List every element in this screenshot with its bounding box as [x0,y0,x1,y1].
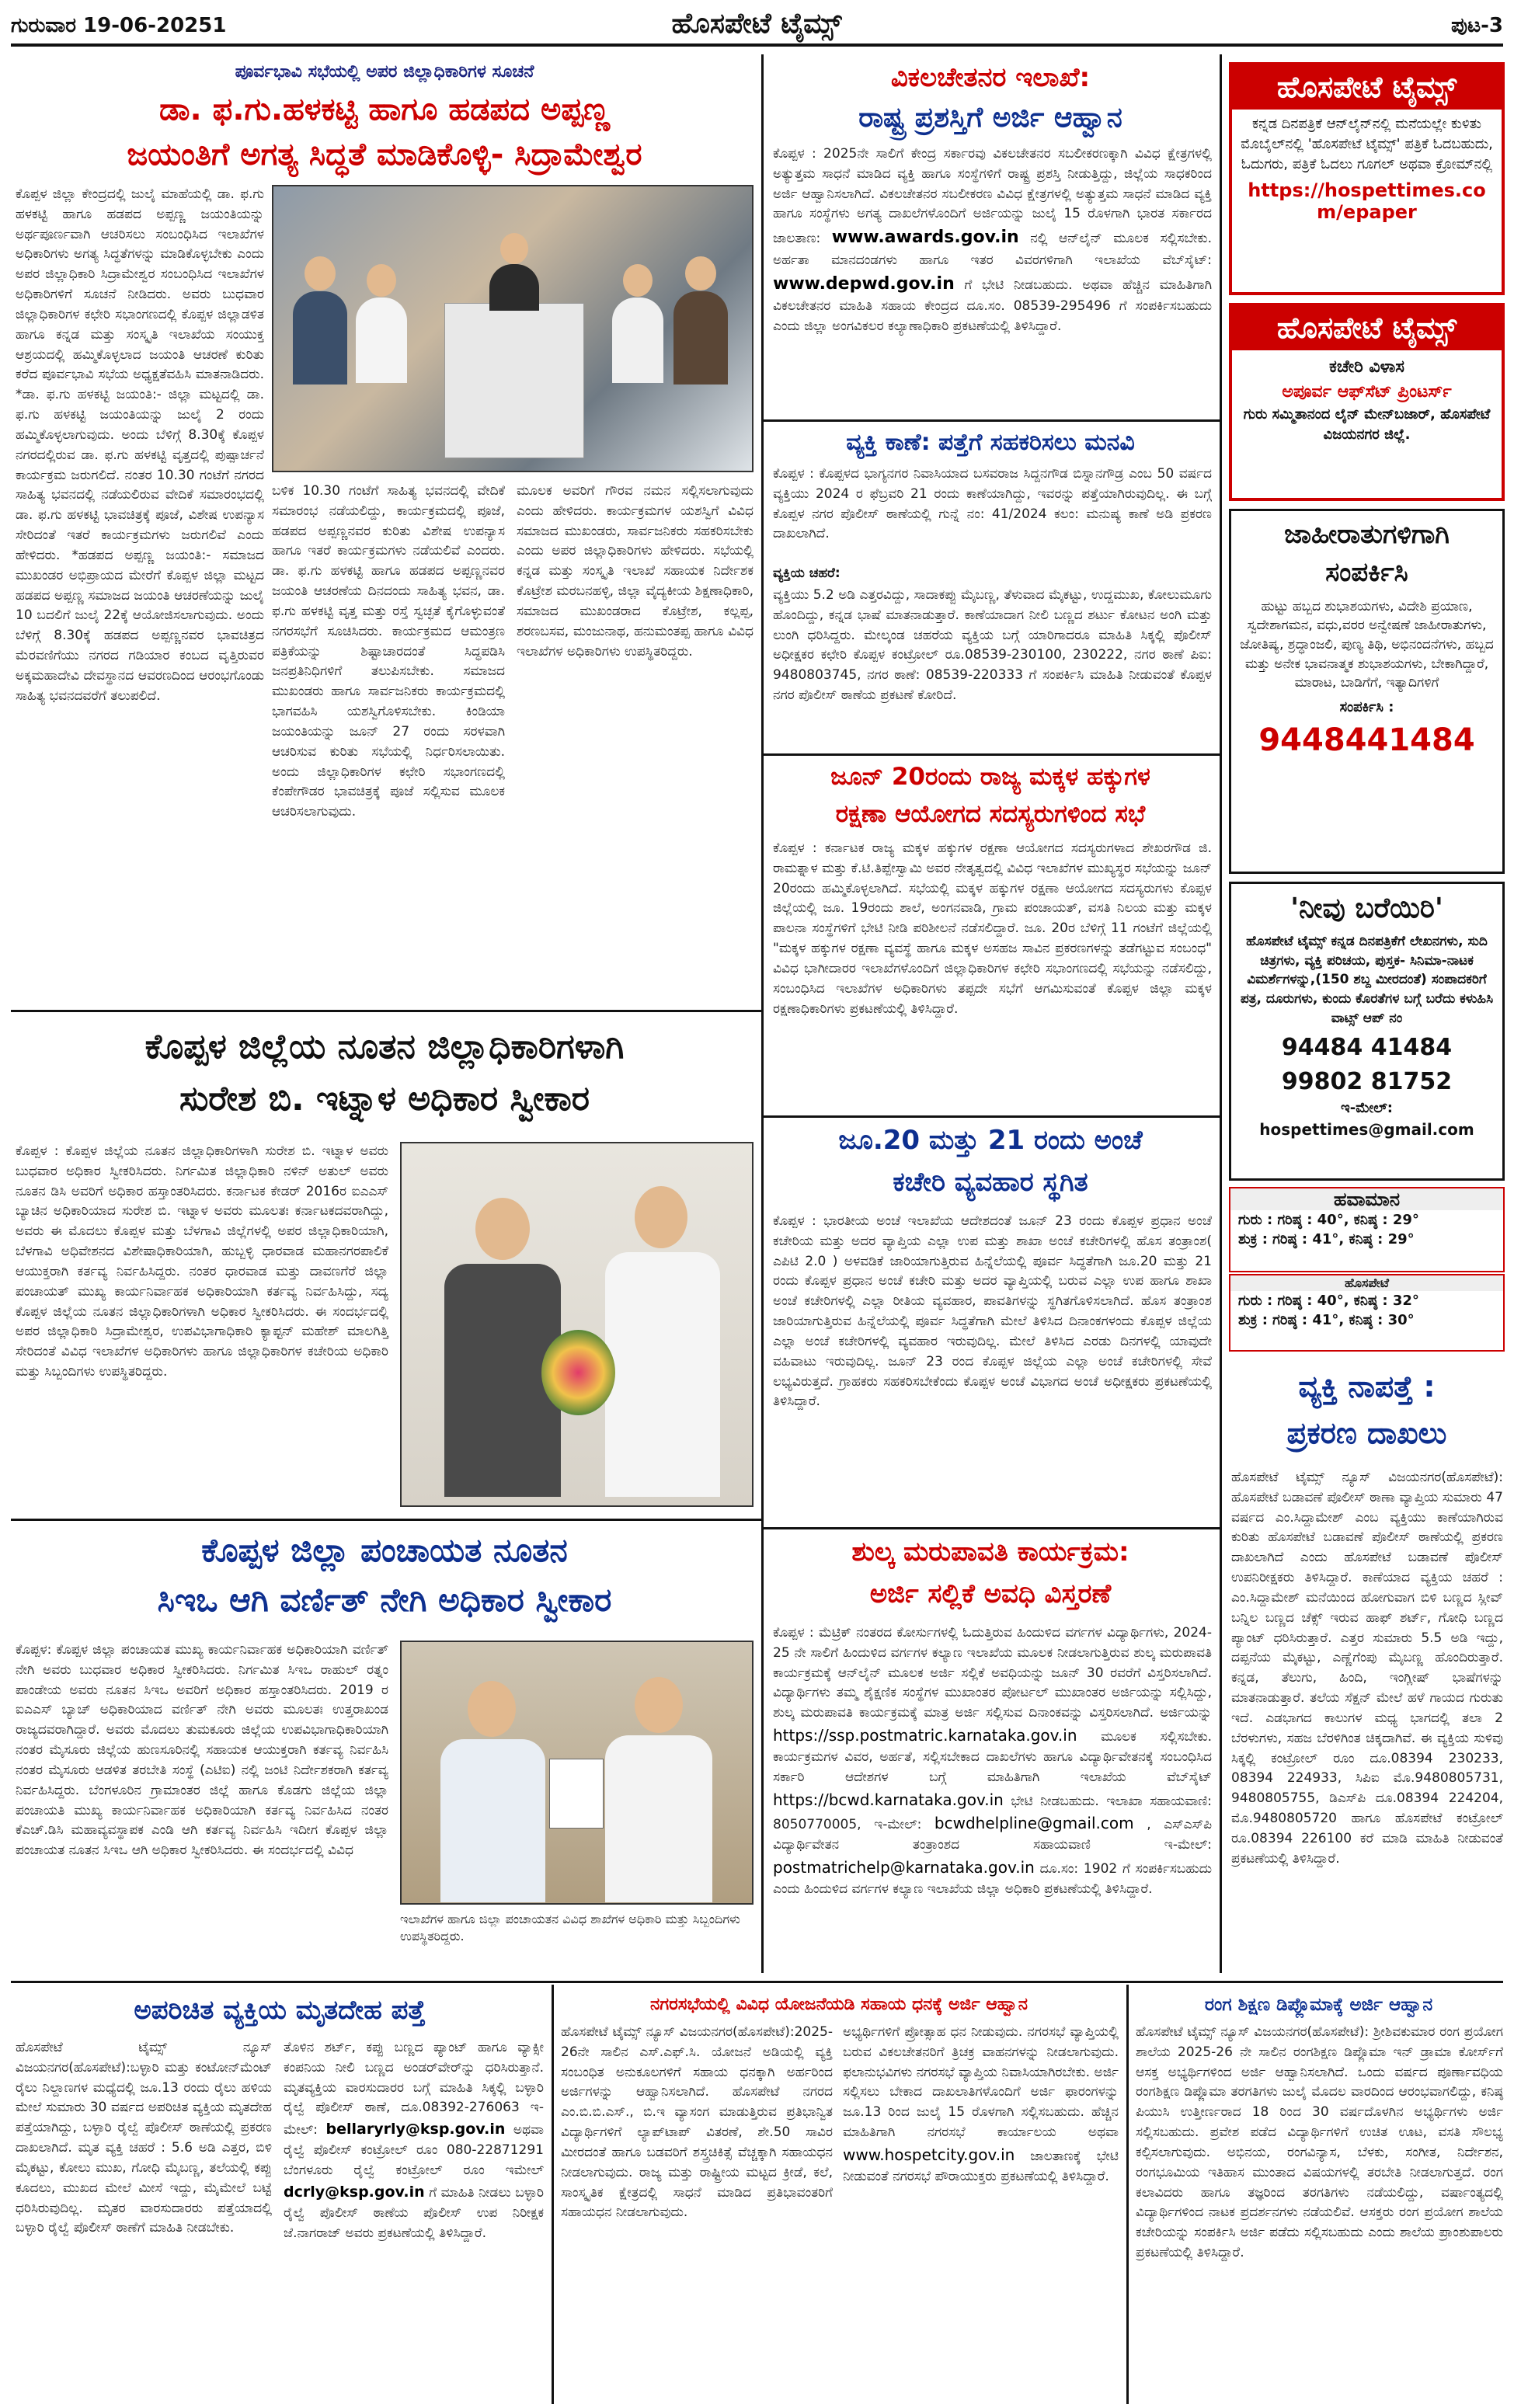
story6-headline-2: ರಕ್ಷಣಾ ಆಯೋಗದ ಸದಸ್ಯರುಗಳಿಂದ ಸಭೆ [835,800,1146,828]
story8-mid3: , ಎಸ್‌ಎಸ್‌ಪಿ ವಿದ್ಯಾರ್ಥಿವೇತನ ತಂತ್ರಾಂಶದ ಸಹಾಯವಾಣಿ ಇ-ಮೇಲ್: [773,1817,1213,1853]
weather-row: ಶುಕ್ರ : ಗರಿಷ್ಠ : 41°, ಕನಿಷ್ಠ : 30° [1238,1312,1415,1328]
section-rule [764,1115,1220,1118]
bottom2-end: ಜಾಲತಾಣಕ್ಕೆ ಭೇಟಿ ನೀಡುವಂತೆ ನಗರಸಭೆ ಪೌರಾಯುಕ್ತರು ಪ್ರಕಟಣೆಯಲ್ಲಿ ತಿಳಿಸಿದ್ದಾರೆ. [843,2148,1119,2184]
story5-headline: ವ್ಯಕ್ತಿ ಕಾಣೆ: ಪತ್ತೆಗೆ ಸಹಕರಿಸಲು ಮನವಿ [846,429,1135,456]
bottom1-col1: ಹೊಸಪೇಟೆ ಟೈಮ್ಸ್ ನ್ಯೂಸ್ ವಿಜಯನಗರ(ಹೊಸಪೇಟೆ):ಬಳ್ಳಾರಿ ಮತ್ತು ಕಂಟೋನ್‌ಮೆಂಟ್ ರೈಲು ನಿಲ್ದಾಣಗಳ ಮಧ್ಯೆದಲ್ಲಿ ಜೂ.13 ರಂದು ರೈಲು ಹಳಿಯ ಮೇಲೆ ಸುಮಾರು 30 ವರ್ಷದ ಅಪರಿಚಿತ ವ್ಯಕ್ತಿಯ ಮೃತದೇಹ ಪತ್ತೆಯಾಗಿದ್ದು, ಬಳ್ಳಾರಿ ರೈಲ್ವೆ ಪೊಲೀಸ್ ಠಾಣೆಯಲ್ಲಿ ಪ್ರಕರಣ ದಾಖಲಾಗಿದೆ. ಮೃತ ವ್ಯಕ್ತಿ ಚಹರೆ : 5.6 ಅಡಿ ಎತ್ತರ, ಬಿಳಿ ಮೈಕಟ್ಟು, ಕೋಲು ಮುಖ, ಗೋಧಿ ಮೈಬಣ್ಣ, ತಲೆಯಲ್ಲಿ ಕಪ್ಪು ಕೂದಲು, ಮುಖದ ಮೇಲೆ ಮೀಸೆ ಇದ್ದು, ಮೈಮೇಲೆ ಬಟ್ಟೆ ಧರಿಸಿರುವುದಿಲ್ಲ. ಮೃತರ ವಾರಸುದಾರರು ಪತ್ತೆಯಾದಲ್ಲಿ ಬಳ್ಳಾರಿ ರೈಲ್ವೆ ಪೊಲೀಸ್ ಠಾಣೆಗೆ ಮಾಹಿತಿ ನೀಡಬೇಕು. [16,2040,272,2236]
story6-body: ಕೊಪ್ಪಳ : ಕರ್ನಾಟಕ ರಾಜ್ಯ ಮಕ್ಕಳ ಹಕ್ಕುಗಳ ರಕ್ಷಣಾ ಆಯೋಗದ ಸದಸ್ಯರುಗಳಾದ ಶೇಖರಗೌಡ ಜಿ. ರಾಮತ್ನಾಳ ಮತ್ತು ಕೆ.ಟಿ.ತಿಪ್ಪೇಸ್ವಾಮಿ ಅವರ ನೇತೃತ್ವದಲ್ಲಿ ವಿವಿಧ ಇಲಾಖೆಗಳ ಮುಖ್ಯಸ್ಥರ ಸಭೆಯನ್ನು ಜೂನ್ 20ರಂದು ಹಮ್ಮಿಕೊಳ್ಳಲಾಗಿದೆ. ಸಭೆಯಲ್ಲಿ ಮಕ್ಕಳ ಹಕ್ಕುಗಳ ರಕ್ಷಣಾ ಆಯೋಗದ ಸದಸ್ಯರುಗಳು ಕೊಪ್ಪಳ ಜಿಲ್ಲೆಯಲ್ಲಿ ಜೂ. 19ರಂದು ಶಾಲೆ, ಅಂಗನವಾಡಿ, ಗ್ರಾಮ ಪಂಚಾಯತ್, ವಸತಿ ನಿಲಯ ಮತ್ತು ಮಕ್ಕಳ ಪಾಲನಾ ಸಂಸ್ಥೆಗಳಿಗೆ ಭೇಟಿ ನೀಡಿ ಪರಿಶೀಲನೆ ನಡೆಸಲಿದ್ದಾರೆ. ಜೂ. 20ರ ಬೆಳಿಗ್ಗೆ 11 ಗಂಟೆಗೆ ಜಿಲ್ಲೆಯಲ್ಲಿ "ಮಕ್ಕಳ ಹಕ್ಕುಗಳ ರಕ್ಷಣಾ ವ್ಯವಸ್ಥೆ ಹಾಗೂ ಮಕ್ಕಳ ಅಸಹಜ ಸಾವಿನ ಪ್ರಕರಣಗಳನ್ನು ತಡೆಗಟ್ಟುವ ಸಂಬಂಧ" ವಿವಿಧ ಭಾಗೀದಾರರ ಇಲಾಖೆಗಳೊಂದಿಗೆ ಜಿಲ್ಲಾಧಿಕಾರಿಗಳ ಕಛೇರಿ ಸಭಾಂಗಣದಲ್ಲಿ ಸಭೆಯನ್ನು ನಡೆಸಲಿದ್ದು, ಸಂಬಂಧಿಸಿದ ಇಲಾಖೆಗಳ ಅಧಿಕಾರಿಗಳು ತಪ್ಪದೇ ಸಭೆಗೆ ಆಗಮಿಸುವಂತೆ ಕೊಪ್ಪಳ ಜಿಲ್ಲಾ ಮಕ್ಕಳ ರಕ್ಷಣಾಧಿಕಾರಿಗಳು ಪ್ರಕಟಣೆಯಲ್ಲಿ ತಿಳಿಸಿದ್ದಾರೆ. [773,840,1212,1017]
weather-box [1229,1187,1505,1272]
bottom2-col1: ಹೊಸಪೇಟೆ ಟೈಮ್ಸ್ ನ್ಯೂಸ್ ವಿಜಯನಗರ(ಹೊಸಪೇಟೆ):2025-26ನೇ ಸಾಲಿನ ಎಸ್.ಎಫ್.ಸಿ. ಯೋಜನೆ ಅಡಿಯಲ್ಲಿ ವ್ಯಕ್ತಿ ಸಂಬಂಧಿತ ಅನುಕೂಲಗಳಿಗೆ ಸಹಾಯ ಧನಕ್ಕಾಗಿ ಅರ್ಹರಿಂದ ಅರ್ಜಿಗಳನ್ನು ಆಹ್ವಾನಿಸಲಾಗಿದೆ. ಹೊಸಪೇಟೆ ನಗರದ ಎಂ.ಬಿ.ಬಿ.ಎಸ್., ಬಿ.ಇ ವ್ಯಾಸಂಗ ಮಾಡುತ್ತಿರುವ ಪ್ರತಿಭಾನ್ವಿತ ವಿದ್ಯಾರ್ಥಿಗಳಿಗೆ ಲ್ಯಾಪ್‌ಟಾಪ್ ವಿತರಣೆ, ಶೇ.50 ಸಾವಿರ ಮೀರದಂತೆ ಹಾಗೂ ಬಡವರಿಗೆ ಶಸ್ತ್ರಚಿಕಿತ್ಸೆ ವೆಚ್ಚಕ್ಕಾಗಿ ಸಹಾಯಧನ ನೀಡಲಾಗುವುದು. ರಾಜ್ಯ ಮತ್ತು ರಾಷ್ಟ್ರೀಯ ಮಟ್ಟದ ಕ್ರೀಡೆ, ಕಲೆ, ಸಾಂಸ್ಕೃತಿಕ ಕ್ಷೇತ್ರದಲ್ಲಿ ಸಾಧನೆ ಮಾಡಿದ ಪ್ರತಿಭಾವಂತರಿಗೆ ಸಹಾಯಧನ ನೀಡಲಾಗುವುದು. [561,2024,833,2221]
ads-title: ಜಾಹೀರಾತುಗಳಿಗಾಗಿ [1284,519,1450,550]
story4-mid: ನಲ್ಲಿ ಆನ್‌ಲೈನ್ ಮೂಲಕ ಸಲ್ಲಿಸಬೇಕು. ಅರ್ಹತಾ ಮಾನದಂಡಗಳು ಹಾಗೂ ಇತರ ವಿವರಗಳಿಗಾಗಿ ಇಲಾಖೆಯ ವೆಬ್‌ಸೈಟ್: [773,231,1212,268]
paper-title: ಹೊಸಪೇಟೆ ಟೈಮ್ಸ್ [671,8,842,40]
ssp-url[interactable]: https://ssp.postmatric.karnataka.gov.in [773,1726,1077,1745]
story3-body: ಕೊಪ್ಪಳ: ಕೊಪ್ಪಳ ಜಿಲ್ಲಾ ಪಂಚಾಯತ ಮುಖ್ಯ ಕಾರ್ಯನಿರ್ವಾಹಕ ಅಧಿಕಾರಿಯಾಗಿ ವರ್ಣಿತ್ ನೇಗಿ ಅವರು ಬುಧವಾರ ಅಧಿಕಾರ ಸ್ವೀಕರಿಸಿದರು. ನಿರ್ಗಮಿತ ಸಿಇಒ ರಾಹುಲ್ ರತ್ನಂ ಪಾಂಡೇಯ ಅವರು ನೂತನ ಸಿಇಒ ಅವರಿಗೆ ಅಧಿಕಾರ ಹಸ್ತಾಂತರಿಸಿದರು. 2019 ರ ಐಎಎಸ್ ಬ್ಯಾಚ್ ಅಧಿಕಾರಿಯಾದ ವರ್ಣಿತ್ ನೇಗಿ ಅವರು ಮೂಲತಃ ಉತ್ತರಾಖಂಡ ರಾಜ್ಯದವರಾಗಿದ್ದಾರೆ. ಅವರು ಮೊದಲು ತುಮಕೂರು ಜಿಲ್ಲೆಯ ಉಪವಿಭಾಗಾಧಿಕಾರಿಯಾಗಿ ನಂತರ ಮೈಸೂರು ಜಿಲ್ಲೆಯ ಹುಣಸೂರಿನಲ್ಲಿ ಸಹಾಯಕ ಆಯುಕ್ತರಾಗಿ ಕರ್ತವ್ಯ ನಿರ್ವಹಿಸಿ ನಂತರ ಮೈಸೂರು ಆಡಳಿತ ತರಬೇತಿ ಸಂಸ್ಥೆ (ಎಟಿಐ) ನಲ್ಲಿ ಜಂಟಿ ನಿರ್ದೇಶಕರಾಗಿ ಕರ್ತವ್ಯ ನಿರ್ವಹಿಸಿದ್ದರು. ಬೆಂಗಳೂರಿನ ಗ್ರಾಮಾಂತರ ಜಿಲ್ಲೆ ಹಾಗೂ ಕೊಡಗು ಜಿಲ್ಲೆಯ ಜಿಲ್ಲಾ ಪಂಚಾಯತಿ ಮುಖ್ಯ ಕಾರ್ಯನಿರ್ವಾಹಕ ಅಧಿಕಾರಿಯಾಗಿ ಕರ್ತವ್ಯ ನಿರ್ವಹಿಸಿದ ನಂತರ ಕೆಎಚ್.ಡಿಸಿ ಮಹಾವ್ಯವಸ್ಥಾಪಕ ಎಂಡಿ ಆಗಿ ಕರ್ತವ್ಯ ನಿರ್ವಹಿಸಿ ಇದೀಗ ಕೊಪ್ಪಳ ಜಿಲ್ಲಾ ಪಂಚಾಯತ ನೂತನ ಸಿಇಒ ಆಗಿ ಅಧಿಕಾರ ಸ್ವೀಕರಿಸಿದರು. ಈ ಸಂದರ್ಭದಲ್ಲಿ ವಿವಿಧ [16,1642,388,1859]
issue-date: ಗುರುವಾರ 19-06-20251 [11,14,227,37]
conference-table [444,303,584,458]
story1-body-col2: ಬಳಿಕ 10.30 ಗಂಟೆಗೆ ಸಾಹಿತ್ಯ ಭವನದಲ್ಲಿ ವೇದಿಕೆ ಸಮಾರಂಭ ನಡೆಯಲಿದ್ದು, ಕಾರ್ಯಕ್ರಮದಲ್ಲಿ ಪೂಜೆ, ಹಡಪದ ಅಪ್ಪಣ್ಣನವರ ಕುರಿತು ವಿಶೇಷ ಉಪನ್ಯಾಸ ಹಾಗೂ ಇತರೆ ಕಾರ್ಯಕ್ರಮಗಳು ನಡೆಯಲಿವೆ ಎಂದರು. ಡಾ. ಫ.ಗು ಹಳಕಟ್ಟಿ ಹಾಗೂ ಹಡಪದ ಅಪ್ಪಣ್ಣನವರ ಜಯಂತಿ ಆಚರಣೆಯ ದಿನದಂದು ಸಾಹಿತ್ಯ ಭವನ, ಡಾ. ಫ.ಗು ಹಳಕಟ್ಟಿ ವೃತ್ತ ಮತ್ತು ರಸ್ತೆ ಸ್ವಚ್ಛತೆ ಕೈಗೊಳ್ಳುವಂತೆ ನಗರಸಭೆಗೆ ಸೂಚಿಸಿದರು. ಕಾರ್ಯಕ್ರಮದ ಆಮಂತ್ರಣ ಪತ್ರಿಕೆಯನ್ನು ಶಿಷ್ಟಾಚಾರದಂತೆ ಸಿದ್ಧಪಡಿಸಿ ಜನಪ್ರತಿನಿಧಿಗಳಿಗೆ ತಲುಪಿಸಬೇಕು. ಸಮಾಜದ ಮುಖಂಡರು ಹಾಗೂ ಸಾರ್ವಜನಿಕರು ಕಾರ್ಯಕ್ರಮದಲ್ಲಿ ಭಾಗವಹಿಸಿ ಯಶಸ್ವಿಗೊಳಿಸಬೇಕು. ಕಿಂಡಿಯಾ ಜಯಂತಿಯನ್ನು ಜೂನ್ 27 ರಂದು ಸರಳವಾಗಿ ಆಚರಿಸುವ ಕುರಿತು ಸಭೆಯಲ್ಲಿ ನಿರ್ಧರಿಸಲಾಯಿತು. ಅಂದು ಜಿಲ್ಲಾಧಿಕಾರಿಗಳ ಕಛೇರಿ ಸಭಾಂಗಣದಲ್ಲಿ ಕೆಂಪೇಗೌಡರ ಭಾವಚಿತ್ರಕ್ಕೆ ಪೂಜೆ ಸಲ್ಲಿಸುವ ಮೂಲಕ ಆಚರಿಸಲಾಗುವುದು. [272,483,505,820]
office-ad [1229,303,1505,501]
story5-sub: ವ್ಯಕ್ತಿಯ ಚಹರೆ: [773,565,841,581]
write-email[interactable]: hospettimes@gmail.com [1259,1120,1474,1140]
story1-headline-1: ಡಾ. ಫ.ಗು.ಹಳಕಟ್ಟಿ ಹಾಗೂ ಹಡಪದ ಅಪ್ಪಣ್ಣ [158,92,611,127]
epaper-link[interactable]: https://hospettimes.com/epaper [1248,179,1486,224]
story4-body-text: ಕೊಪ್ಪಳ : 2025ನೇ ಸಾಲಿಗೆ ಕೇಂದ್ರ ಸರ್ಕಾರವು ವಿಕಲಚೇತನರ ಸಬಲೀಕರಣಕ್ಕಾಗಿ ವಿವಿಧ ಕ್ಷೇತ್ರಗಳಲ್ಲಿ ಅತ್ಯುತ್ತಮ ಸಾಧನೆ ಮಾಡಿದ ವ್ಯಕ್ತಿ ಹಾಗೂ ಸಂಸ್ಥೆಗಳಿಗೆ ರಾಷ್ಟ್ರ ಪ್ರಶಸ್ತಿ ನೀಡುತ್ತಿದ್ದು, ಜಿಲ್ಲೆಯ ಸಾಧಕರಿಂದ ಅರ್ಜಿ ಆಹ್ವಾನಿಸಲಾಗಿದೆ. ವಿಕಲಚೇತನರ ಸಬಲೀಕರಣ ವಿವಿಧ ಕ್ಷೇತ್ರಗಳಲ್ಲಿ ಅತ್ಯುತ್ತಮ ಸಾಧನೆ ಮಾಡಿದ ವ್ಯಕ್ತಿ ಹಾಗೂ ಸಂಸ್ಥೆಗಳು ಅಗತ್ಯ ದಾಖಲೆಗಳೊಂದಿಗೆ ಅರ್ಜಿಯನ್ನು ಜುಲೈ 15 ರೊಳಗಾಗಿ ಭಾರತ ಸರ್ಕಾರದ ಜಾಲತಾಣ: [773,146,1212,247]
weather-city: ಹೊಸಪೇಟೆ [1230,1275,1503,1291]
column-rule [1220,54,1222,1973]
story3-headline-2: ಸಿಇಒ ಆಗಿ ವರ್ಣಿತ್ ನೇಗಿ ಅಧಿಕಾರ ಸ್ವೀಕಾರ [157,1581,612,1619]
bottom2-col2 [843,2023,1119,2399]
missing-headline-2: ಪ್ರಕರಣ ದಾಖಲು [1286,1416,1447,1450]
helpline-email[interactable]: bcwdhelpline@gmail.com [934,1814,1134,1833]
railway-email-1[interactable]: bellaryrly@ksp.gov.in [325,2121,506,2138]
bottom1-end: ಗೆ ಮಾಹಿತಿ ನೀಡಲು ಬಳ್ಳಾರಿ ರೈಲ್ವೆ ಪೊಲೀಸ್ ಠಾಣೆಯ ಪೊಲೀಸ್ ಉಪ ನಿರೀಕ್ಷಕ ಜೆ.ನಾಗರಾಜ್ ಅವರು ಪ್ರಕಟಣೆಯಲ್ಲಿ ತಿಳಿಸಿದ್ದಾರೆ. [284,2184,544,2241]
bottom-rule [11,1981,1503,1983]
story4-end: ಗೆ ಭೇಟಿ ನೀಡಬಹುದು. ಅಥವಾ ಹೆಚ್ಚಿನ ಮಾಹಿತಿಗಾಗಿ ವಿಕಲಚೇತನರ ಮಾಹಿತಿ ಸಹಾಯ ಕೇಂದ್ರದ ದೂ.ಸಂ. 08539-295496 ಗೆ ಸಂಪರ್ಕಿಸಬಹುದು ಎಂದು ಜಿಲ್ಲಾ ಅಂಗವಿಕಲರ ಕಲ್ಯಾಣಾಧಿಕಾರಿ ಪ್ರಕಟಣೆಯಲ್ಲಿ ತಿಳಿಸಿದ್ದಾರೆ. [773,277,1213,334]
office-district: ವಿಜಯನಗರ ಜಿಲ್ಲೆ. [1323,426,1411,443]
story7-headline-1: ಜೂ.20 ಮತ್ತು 21 ರಂದು ಅಂಚೆ [838,1125,1143,1156]
story1-body-col1: ಕೊಪ್ಪಳ ಜಿಲ್ಲಾ ಕೇಂದ್ರದಲ್ಲಿ ಜುಲೈ ಮಾಹೆಯಲ್ಲಿ ಡಾ. ಫ.ಗು ಹಳಕಟ್ಟಿ ಹಾಗೂ ಹಡಪದ ಅಪ್ಪಣ್ಣ ಜಯಂತಿಯನ್ನು ಅರ್ಥಪೂರ್ಣವಾಗಿ ಆಚರಿಸಲು ಸಂಬಂಧಿಸಿದ ಇಲಾಖೆಗಳ ಅಧಿಕಾರಿಗಳು ಅಗತ್ಯ ಸಿದ್ಧತೆಗಳನ್ನು ಮಾಡಿಕೊಳ್ಳಬೇಕು ಎಂದು ಅಪರ ಜಿಲ್ಲಾಧಿಕಾರಿ ಸಿದ್ರಾಮೇಶ್ವರ ಸಂಬಂಧಿಸಿದ ಇಲಾಖೆಗಳ ಅಧಿಕಾರಿಗಳಿಗೆ ಸೂಚನೆ ನೀಡಿದರು. ಅವರು ಬುಧವಾರ ಜಿಲ್ಲಾಧಿಕಾರಿಗಳ ಕಛೇರಿ ಸಭಾಂಗಣದಲ್ಲಿ ಕೊಪ್ಪಳ ಜಿಲ್ಲಾಡಳಿತ ಹಾಗೂ ಕನ್ನಡ ಮತ್ತು ಸಂಸ್ಕೃತಿ ಇಲಾಖೆಯ ಸಂಯುಕ್ತ ಆಶ್ರಯದಲ್ಲಿ ಹಮ್ಮಿಕೊಳ್ಳಲಾದ ಜಯಂತಿ ಆಚರಣೆ ಕುರಿತು ಕರೆದ ಪೂರ್ವಭಾವಿ ಸಭೆಯ ಅಧ್ಯಕ್ಷತೆವಹಿಸಿ ಮಾತನಾಡಿದರು. *ಡಾ. ಫ.ಗು ಹಳಕಟ್ಟಿ ಜಯಂತಿ:- ಜಿಲ್ಲಾ ಮಟ್ಟದಲ್ಲಿ ಡಾ. ಫ.ಗು ಹಳಕಟ್ಟಿ ಜಯಂತಿಯನ್ನು ಜುಲೈ 2 ರಂದು ಹಮ್ಮಿಕೊಳ್ಳಲಾಗುವುದು. ಅಂದು ಬೆಳಿಗ್ಗೆ 8.30ಕ್ಕೆ ಕೊಪ್ಪಳ ನಗರದಲ್ಲಿರುವ ಡಾ. ಫ.ಗು ಹಳಕಟ್ಟಿ ವೃತ್ತದಲ್ಲಿ ಪುಷ್ಪಾರ್ಚನೆ ಕಾರ್ಯಕ್ರಮ ಜರುಗಲಿದೆ. ನಂತರ 10.30 ಗಂಟೆಗೆ ನಗರದ ಸಾಹಿತ್ಯ ಭವನದಲ್ಲಿ ನಡೆಯಲಿರುವ ವೇದಿಕೆ ಸಮಾರಂಭದಲ್ಲಿ ಡಾ. ಫ.ಗು ಹಳಕಟ್ಟಿ ಭಾವಚಿತ್ರಕ್ಕೆ ಪೂಜೆ, ವಿಶೇಷ ಉಪನ್ಯಾಸ ಸೇರಿದಂತೆ ಇತರೆ ಕಾರ್ಯಕ್ರಮಗಳು ಜರುಗಲಿವೆ ಎಂದು ಹೇಳಿದರು. *ಹಡಪದ ಅಪ್ಪಣ್ಣ ಜಯಂತಿ:- ಸಮಾಜದ ಮುಖಂಡರ ಅಭಿಪ್ರಾಯದ ಮೇರೆಗೆ ಕೊಪ್ಪಳ ಜಿಲ್ಲಾ ಮಟ್ಟದ ಹಡಪದ ಅಪ್ಪಣ್ಣ ಸಮಾಜದ ಜಯಂತಿ ಆಚರಣೆಯನ್ನು ಜುಲೈ 10 ಬದಲಿಗೆ ಜುಲೈ 22ಕ್ಕೆ ಆಯೋಜಿಸಲಾಗುವುದು. ಅಂದು ಬೆಳಿಗ್ಗೆ 8.30ಕ್ಕೆ ಹಡಪದ ಅಪ್ಪಣ್ಣನವರ ಭಾವಚಿತ್ರದ ಮೆರವಣಿಗೆಯು ನಗರದ ಗಡಿಯಾರ ಕಂಬದ ವೃತ್ತಿರುವರ ಅಕ್ಕಮಹಾದೇವಿ ದೇವಸ್ಥಾನದ ಆವರಣದಿಂದ ಆರಂಭಗೊಂಡು ಸಾಹಿತ್ಯ ಭವನದವರೆಗೆ ತಲುಪಲಿದೆ. [16,186,264,704]
section-rule [764,1527,1220,1529]
bcwd-url[interactable]: https://bcwd.karnataka.gov.in [773,1790,1004,1809]
office-label: ಕಚೇರಿ ವಿಳಾಸ [1328,357,1404,377]
person-head [500,233,528,264]
person-head [367,264,396,297]
weather-box-hospet [1229,1274,1505,1352]
write-to-us-box [1229,882,1505,1181]
story4-body [773,144,1213,334]
ads-contact-box [1229,509,1505,874]
bottom2-col2-text: ಅಭ್ಯರ್ಥಿಗಳಿಗೆ ಪ್ರೋತ್ಸಾಹ ಧನ ನೀಡುವುದು. ನಗರಸಭೆ ವ್ಯಾಪ್ತಿಯಲ್ಲಿ ಬರುವ ವಿಕಲಚೇತನರಿಗೆ ತ್ರಿಚಕ್ರ ವಾಹನಗಳನ್ನು ನೀಡಲಾಗುವುದು. ಫಲಾನುಭವಿಗಳು ನಗರಸಭೆ ವ್ಯಾಪ್ತಿಯ ನಿವಾಸಿಯಾಗಿರಬೇಕು. ಅರ್ಜಿ ಸಲ್ಲಿಸಲು ಬೇಕಾದ ದಾಖಲಾತಿಗಳೊಂದಿಗೆ ಅರ್ಜಿ ಫಾರಂಗಳನ್ನು ಜೂ.13 ರಿಂದ ಜುಲೈ 15 ರೊಳಗಾಗಿ ಸಲ್ಲಿಸಬಹುದು. ಹೆಚ್ಚಿನ ಮಾಹಿತಿಗಾಗಿ ನಗರಸಭೆ ಕಾರ್ಯಾಲಯ ಅಥವಾ [843,2024,1119,2141]
story8-body [773,1623,1212,1973]
story8-mid1: ಮೂಲಕ ಸಲ್ಲಿಸಬೇಕು. ಕಾರ್ಯಕ್ರಮಗಳ ವಿವರ, ಅರ್ಹತೆ, ಸಲ್ಲಿಸಬೇಕಾದ ದಾಖಲೆಗಳು ಹಾಗೂ ವಿದ್ಯಾರ್ಥಿವೇತನಕ್ಕೆ ಸಂಬಂಧಿಸಿದ ಸರ್ಕಾರಿ ಆದೇಶಗಳ ಬಗ್ಗೆ ಮಾಹಿತಿಗಾಗಿ ಇಲಾಖೆಯ ವೆಬ್‌ಸೈಟ್ [773,1729,1213,1785]
story1-body-col3: ಮೂಲಕ ಅವರಿಗೆ ಗೌರವ ನಮನ ಸಲ್ಲಿಸಲಾಗುವುದು ಎಂದು ಹೇಳಿದರು. ಕಾರ್ಯಕ್ರಮಗಳ ಯಶಸ್ವಿಗೆ ವಿವಿಧ ಸಮಾಜದ ಮುಖಂಡರು, ಸಾರ್ವಜನಿಕರು ಸಹಕರಿಸಬೇಕು ಎಂದು ಅಪರ ಜಿಲ್ಲಾಧಿಕಾರಿಗಳು ಹೇಳಿದರು. ಸಭೆಯಲ್ಲಿ ಕನ್ನಡ ಮತ್ತು ಸಂಸ್ಕೃತಿ ಇಲಾಖೆ ಸಹಾಯಕ ನಿರ್ದೇಶಕ ಕೊಟ್ರೇಶ ಮರಬನಹಳ್ಳಿ, ಜಿಲ್ಲಾ ವೈದ್ಯಕೀಯ ಶಿಕ್ಷಣಾಧಿಕಾರಿ, ಸಮಾಜದ ಮುಖಂಡರಾದ ಕೊಟ್ರೇಶ, ಕಲ್ಲಪ್ಪ, ಶರಣಬಸವ, ಮಂಜುನಾಥ, ಹನುಮಂತಪ್ಪ ಹಾಗೂ ವಿವಿಧ ಇಲಾಖೆಗಳ ಅಧಿಕಾರಿಗಳು ಉಪಸ್ಥಿತರಿದ್ದರು. [517,483,754,659]
person-head [623,264,653,297]
handover-photo [400,1142,754,1507]
bouquet [541,1330,615,1415]
awards-url[interactable]: www.awards.gov.in [831,228,1019,248]
section-rule [764,419,1220,422]
bottom1-col2 [284,2038,544,2399]
weather-title: ಹವಾಮಾನ [1230,1188,1503,1210]
office-ad-title: ಹೊಸಪೇಟೆ ಟೈಮ್ಸ್ [1232,306,1502,350]
write-email-line [1231,1098,1502,1141]
person-head [468,1681,516,1737]
bottom2-headline: ನಗರಸಭೆಯಲ್ಲಿ ವಿವಿಧ ಯೋಜನೆಯಡಿ ಸಹಾಯ ಧನಕ್ಕೆ ಅರ್ಜಿ ಆಹ್ವಾನ [649,1995,1028,2014]
bottom1-headline: ಅಪರಿಚಿತ ವ್ಯಕ್ತಿಯ ಮೃತದೇಹ ಪತ್ತೆ [134,1995,426,2026]
ads-phone[interactable]: 9448441484 [1258,722,1475,758]
story7-headline-2: ಕಚೇರಿ ವ್ಯವಹಾರ ಸ್ಥಗಿತ [893,1167,1088,1198]
railway-email-2[interactable]: dcrly@ksp.gov.in [284,2183,425,2201]
epaper-ad [1229,62,1505,295]
section-rule [764,753,1220,756]
epaper-ad-text: ಕನ್ನಡ ದಿನಪತ್ರಿಕೆ ಆನ್‌ಲೈನ್‌ನಲ್ಲಿ ಮನೆಯಲ್ಲೇ ಕುಳಿತು ಮೊಬೈಲ್‌ನಲ್ಲಿ 'ಹೊಸಪೇಟೆ ಟೈಮ್ಸ್' ಪತ್ರಿಕೆ ಓದಬಹುದು, ಓದುಗರು, ಪತ್ರಿಕೆ ಓದಲು ಗೂಗಲ್ ಅಥವಾ ಕ್ರೋಮ್‌ನಲ್ಲಿ [1241,116,1493,173]
person-head [635,1677,683,1733]
story4-headline: ರಾಷ್ಟ್ರ ಪ್ರಶಸ್ತಿಗೆ ಅರ್ಜಿ ಆಹ್ವಾನ [858,102,1122,134]
hospetcity-url[interactable]: www.hospetcity.gov.in [843,2145,1015,2164]
story5-body2: ವ್ಯಕ್ತಿಯು 5.2 ಅಡಿ ಎತ್ತರವಿದ್ದು, ಸಾದಾಕಪ್ಪು ಮೈಬಣ್ಣ, ತೆಳುವಾದ ಮೈಕಟ್ಟು, ಉದ್ದಮುಖ, ಕೋಲುಮೂಗು ಹೊಂದಿದ್ದು, ಕನ್ನಡ ಭಾಷೆ ಮಾತನಾಡುತ್ತಾರೆ. ಕಾಣೆಯಾದಾಗ ನೀಲಿ ಬಣ್ಣದ ಶರ್ಟು ಕೋಟನ ಅಂಗಿ ಮತ್ತು ಲುಂಗಿ ಧರಿಸಿದ್ದರು. ಮೇಲ್ಕಂಡ ಚಹರೆಯ ವ್ಯಕ್ತಿಯ ಬಗ್ಗೆ ಯಾರಿಗಾದರೂ ಮಾಹಿತಿ ಸಿಕ್ಕಲ್ಲಿ ಪೊಲೀಸ್ ಅಧೀಕ್ಷಕರ ಕಛೇರಿ ಕೊಪ್ಪಳ ಕಂಟ್ರೋಲ್ ರೂ.08539-230100, 230222, ನಗರ ಠಾಣೆ ಪಿಐ: 9480803745, ನಗರ ಠಾಣೆ: 08539-220333 ಗೆ ಸಂಪರ್ಕಿಸಿ ಮಾಹಿತಿ ನೀಡುವಂತೆ ಕೊಪ್ಪಳ ನಗರ ಪೊಲೀಸ್ ಠಾಣೆಯ ಪ್ರಕಟಣೆ ಕೋರಿದೆ. [773,587,1212,704]
story8-headline-2: ಅರ್ಜಿ ಸಲ್ಲಿಕೆ ಅವಧಿ ವಿಸ್ತರಣೆ [869,1578,1112,1609]
story8-end: ದೂ.ಸಂ: 1902 ಗೆ ಸಂಪರ್ಕಿಸಬಹುದು ಎಂದು ಹಿಂದುಳಿದ ವರ್ಗಗಳ ಕಲ್ಯಾಣ ಇಲಾಖೆಯ ಜಿಲ್ಲಾ ಅಧಿಕಾರಿ ಪ್ರಕಟಣೆಯಲ್ಲಿ ತಿಳಿಸಿದ್ದಾರೆ. [773,1861,1212,1897]
document [549,1759,604,1829]
whatsapp-phone-2[interactable]: 99802 81752 [1281,1067,1453,1095]
person-body [356,298,407,383]
bottom1-col2-text: ತೊಳಿನ ಶರ್ಟ್, ಕಪ್ಪು ಬಣ್ಣದ ಪ್ಯಾಂಟ್ ಹಾಗೂ ವ್ಯಾಕ್ಸೀ ಕಂಪನಿಯ ನೀಲಿ ಬಣ್ಣದ ಅಂಡರ್‌ವೇರ್‌ನ್ನು ಧರಿಸಿರುತ್ತಾನೆ. ಮೃತವ್ಯಕ್ತಿಯ ವಾರಸುದಾರರ ಬಗ್ಗೆ ಮಾಹಿತಿ ಸಿಕ್ಕಲ್ಲಿ ಬಳ್ಳಾರಿ ರೈಲ್ವೆ ಪೊಲೀಸ್ ಠಾಣೆ, ದೂ.08392-276063 ಇ-ಮೇಲ್: [284,2040,544,2138]
page-number: ಪುಟ-3 [1450,14,1503,37]
bottom3-headline: ರಂಗ ಶಿಕ್ಷಣ ಡಿಪ್ಲೊಮಾಕ್ಕೆ ಅರ್ಜಿ ಆಹ್ವಾನ [1204,1995,1433,2015]
postmatric-email[interactable]: postmatrichelp@karnataka.gov.in [773,1858,1035,1877]
person-body [605,1735,712,1902]
person-head [685,256,716,291]
person-head [635,1186,687,1248]
bottom1-mid: ಅಥವಾ ರೈಲ್ವೆ ಪೊಲೀಸ್ ಕಂಟ್ರೋಲ್ ರೂಂ 080-22871291 ಬೆಂಗಳೂರು ರೈಲ್ವೆ ಕಂಟ್ರೋಲ್ ರೂಂ ಇಮೇಲ್ [284,2122,545,2179]
write-title: 'ನೀವು ಬರೆಯಿರಿ' [1290,893,1443,924]
email-label: ಇ-ಮೇಲ್: [1341,1100,1393,1117]
weather-row: ಗುರು : ಗರಿಷ್ಠ : 40°, ಕನಿಷ್ಠ : 32° [1238,1293,1419,1309]
column-rule [552,1985,554,2404]
masthead [11,8,1503,47]
office-address: ಗುರು ಸಮ್ಮಿತಾನಂದ ಲೈನ್ ಮೇನ್‌ಬಜಾರ್, ಹೊಸಪೇಟೆ [1243,405,1491,423]
story8-body-text: ಕೊಪ್ಪಳ : ಮೆಟ್ರಿಕ್ ನಂತರದ ಕೋರ್ಸುಗಳಲ್ಲಿ ಓದುತ್ತಿರುವ ಹಿಂದುಳಿದ ವರ್ಗಗಳ ವಿದ್ಯಾರ್ಥಿಗಳು, 2024-25 ನೇ ಸಾಲಿಗೆ ಹಿಂದುಳಿದ ವರ್ಗಗಳ ಕಲ್ಯಾಣ ಇಲಾಖೆಯ ಮೂಲಕ ನೀಡಲಾಗುತ್ತಿರುವ ಶುಲ್ಕ ಮರುಪಾವತಿ ಕಾರ್ಯಕ್ರಮಕ್ಕೆ ಆನ್‌ಲೈನ್ ಮೂಲಕ ಅರ್ಜಿ ಸಲ್ಲಿಕೆ ಅವಧಿಯನ್ನು ಜೂನ್ 30 ರವರೆಗೆ ವಿಸ್ತರಿಸಲಾಗಿದೆ. ವಿದ್ಯಾರ್ಥಿಗಳು ತಮ್ಮ ಶೈಕ್ಷಣಿಕ ಸಂಸ್ಥೆಗಳ ಮುಖಾಂತರ ಪೋರ್ಟಲ್ ಮುಖಾಂತರ ಅರ್ಜಿಯನ್ನು ಸಲ್ಲಿಸಿದ್ದು, ಶುಲ್ಕ ಮರುಪಾವತಿ ಕಾರ್ಯಕ್ರಮಕ್ಕೆ ಮಾತ್ರ ಅರ್ಜಿ ಸಲ್ಲಿಸುವ ದಿನಾಂಕವನ್ನು ವಿಸ್ತರಿಸಲಾಗಿದೆ. ಅರ್ಜಿಯನ್ನು [773,1625,1212,1721]
story8-mid2: ಭೇಟಿ ನೀಡಬಹುದು. ಇಲಾಖಾ ಸಹಾಯವಾಣಿ: 8050770005, ಇ-ಮೇಲ್: [773,1793,1213,1833]
column-rule [761,54,764,1973]
weather-row: ಗುರು : ಗರಿಷ್ಠ : 40°, ಕನಿಷ್ಠ : 29° [1238,1212,1419,1228]
ads-subtitle: ಸಂಪರ್ಕಿಸಿ [1325,557,1408,589]
write-text: ಹೊಸಪೇಟೆ ಟೈಮ್ಸ್ ಕನ್ನಡ ದಿನಪತ್ರಿಕೆಗೆ ಲೇಖನಗಳು, ಸುದಿ ಚಿತ್ರಗಳು, ವ್ಯಕ್ತಿ ಪರಿಚಯ, ಪುಸ್ತಕ- ಸಿನಿಮಾ-ನಾಟಕ ವಿಮರ್ಶೆಗಳನ್ನು,(150 ಶಬ್ದ ಮೀರದಂತೆ) ಸಂಪಾದಕರಿಗೆ ಪತ್ರ, ದೂರುಗಳು, ಕುಂದು ಕೊರತೆಗಳ ಬಗ್ಗೆ ಬರೆದು ಕಳುಹಿಸಿ ವಾಟ್ಸ್ ಆಪ್ ನಂ [1240,934,1494,1026]
printer-name: ಅಪೂರ್ವ ಆಫ್‌ಸೆಟ್ ಪ್ರಿಂಟರ್ಸ್ [1282,381,1452,402]
story6-headline-1: ಜೂನ್ 20ರಂದು ರಾಜ್ಯ ಮಕ್ಕಳ ಹಕ್ಕುಗಳ [830,763,1150,791]
missing-body: ಹೊಸಪೇಟೆ ಟೈಮ್ಸ್ ನ್ಯೂಸ್ ವಿಜಯನಗರ(ಹೊಸಪೇಟೆ): ಹೊಸಪೇಟೆ ಬಡಾವಣೆ ಪೊಲೀಸ್ ಠಾಣಾ ವ್ಯಾಪ್ತಿಯ ಸುಮಾರು 47 ವರ್ಷದ ಎಂ.ಸಿದ್ದಾಮೇಶ್ ಎಂಬ ವ್ಯಕ್ತಿಯು ಕಾಣೆಯಾಗಿರುವ ಕುರಿತು ಹೊಸಪೇಟೆ ಬಡಾವಣೆ ಪೊಲೀಸ್ ಠಾಣೆಯಲ್ಲಿ ಪ್ರಕರಣ ದಾಖಲಾಗಿದೆ ಎಂದು ಹೊಸಪೇಟೆ ಬಡಾವಣೆ ಪೊಲೀಸ್ ಉಪನಿರೀಕ್ಷಕರು ತಿಳಿಸಿದ್ದಾರೆ. ಕಾಣೆಯಾದ ವ್ಯಕ್ತಿಯ ಚಹರೆ : ಎಂ.ಸಿದ್ದಾಮೇಶ್ ಮನೆಯಿಂದ ಹೋಗುವಾಗ ಬಿಳಿ ಬಣ್ಣದ ಸ್ಲೀವ್ ಬನ್ನಿಲ ಬಣ್ಣದ ಚೆಕ್ಸ್ ಇರುವ ಹಾಫ್ ಶರ್ಟ್, ಗೋಧಿ ಬಣ್ಣದ ಪ್ಯಾಂಟ್ ಧರಿಸಿರುತ್ತಾರೆ. ಎತ್ತರ ಸುಮಾರು 5.5 ಅಡಿ ಇದ್ದು, ದಪ್ಪನೆಯ ಮೈಕಟ್ಟು, ಎಣ್ಣೆಗೆಂಪು ಮೈಬಣ್ಣ ಹೊಂದಿರುತ್ತಾರೆ. ಕನ್ನಡ, ತೆಲುಗು, ಹಿಂದಿ, ಇಂಗ್ಲೀಷ್ ಭಾಷೆಗಳನ್ನು ಮಾತನಾಡುತ್ತಾರೆ. ತಲೆಯ ಸೆಕ್ಷನ್ ಮೇಲೆ ಹಳೆ ಗಾಯದ ಗುರುತು ಇದೆ. ಎಡಭಾಗದ ಕಾಲುಗಳ ಮಧ್ಯ ಭಾಗದಲ್ಲಿ ತಲಾ 2 ಬೆರಳುಗಳು, ಸಹಜ ಬೆರಳಿಗಿಂತ ಚಿಕ್ಕದಾಗಿವೆ. ಈ ವ್ಯಕ್ತಿಯ ಸುಳಿವು ಸಿಕ್ಕಲ್ಲಿ ಕಂಟ್ರೋಲ್ ರೂಂ ದೂ.08394 230233, 08394 224933, ಸಿಪಿಐ ಮೊ.9480805731, 9480805755, ಡಿಎಸ್‌ಪಿ ದೂ.08394 224204, ಮೊ.9480805720 ಹಾಗೂ ಹೊಸಪೇಟೆ ಕಂಟ್ರೋಲ್ ರೂ.08394 226100 ಕರೆ ಮಾಡಿ ಮಾಹಿತಿ ನೀಡುವಂತೆ ಪ್ರಕಟಣೆಯಲ್ಲಿ ತಿಳಿಸಿದ್ದಾರೆ. [1231,1470,1503,1867]
weather-row: ಶುಕ್ರ : ಗರಿಷ್ಠ : 41°, ಕನಿಷ್ಠ : 29° [1238,1231,1415,1247]
ads-text: ಹುಟ್ಟು ಹಬ್ಬದ ಶುಭಾಶಯಗಳು, ವಿದೇಶಿ ಪ್ರಯಾಣ, ಸ್ವದೇಶಾಗಮನ, ವಧು,ವರರ ಅನ್ವೇಷಣೆ ಜಾಹೀರಾತುಗಳು, ಜೋತಿಷ್ಯ, ಶ್ರದ್ಧಾಂಜಲಿ, ಪುಣ್ಯ ತಿಥಿ, ಅಭಿನಂದನೆಗಳು, ಹಬ್ಬದ ಮತ್ತು ಅನೇಕ ಭಾವನಾತ್ಮಕ ಶುಭಾಶಯಗಳು, ಬೇಕಾಗಿದ್ದಾರೆ, ಮಾರಾಟ, ಬಾಡಿಗೆಗೆ, ಇತ್ಯಾದಿಗಳಿಗೆ [1240,598,1494,691]
epaper-ad-title: ಹೊಸಪೇಟೆ ಟೈಮ್ಸ್ [1232,65,1502,110]
column-rule [1126,1985,1129,2404]
person-body [293,291,347,385]
story3-headline-1: ಕೊಪ್ಪಳ ಜಿಲ್ಲಾ ಪಂಚಾಯತ ನೂತನ [201,1531,568,1569]
person-body [489,264,539,311]
person-body [612,298,663,383]
story1-headline-2: ಜಯಂತಿಗೆ ಅಗತ್ಯ ಸಿದ್ಧತೆ ಮಾಡಿಕೊಳ್ಳಿ- ಸಿದ್ರಾಮೇಶ್ವರ [127,137,642,172]
person-body [440,1739,545,1902]
whatsapp-phone-1[interactable]: 94484 41484 [1281,1034,1453,1062]
meeting-photo [272,185,754,472]
story7-body: ಕೊಪ್ಪಳ : ಭಾರತೀಯ ಅಂಚೆ ಇಲಾಖೆಯ ಆದೇಶದಂತೆ ಜೂನ್ 23 ರಂದು ಕೊಪ್ಪಳ ಪ್ರಧಾನ ಅಂಚೆ ಕಚೇರಿಯ ಮತ್ತು ಅದರ ವ್ಯಾಪ್ತಿಯ ಎಲ್ಲಾ ಉಪ ಮತ್ತು ಶಾಖಾ ಅಂಚೆ ಕಚೇರಿಗಳಲ್ಲಿ ಹೊಸ ತಂತ್ರಾಂಶ( ಎಪಿಟಿ 2.0 ) ಅಳವಡಿಕೆ ಜಾರಿಯಾಗುತ್ತಿರುವ ಹಿನ್ನೆಲೆಯಲ್ಲಿ ಪೂರ್ವ ಸಿದ್ಧತೆಗಾಗಿ ಜೂ.20 ಮತ್ತು 21 ರಂದು ಕೊಪ್ಪಳ ಪ್ರಧಾನ ಅಂಚೆ ಕಚೇರಿ ಮತ್ತು ಅದರ ವ್ಯಾಪ್ತಿಯಲ್ಲಿ ಬರುವ ಎಲ್ಲಾ ಉಪ ಹಾಗೂ ಶಾಖಾ ಅಂಚೆ ಕಚೇರಿಗಳಲ್ಲಿ ಎಲ್ಲಾ ರೀತಿಯ ವ್ಯವಹಾರ, ಪಾವತಿಗಳನ್ನು ಸ್ಥಗಿತಗೊಳಿಸಲಾಗಿದೆ. ಹೊಸ ತಂತ್ರಾಂಶ ಜಾರಿಯಾಗುತ್ತಿರುವ ಹಿನ್ನೆಲೆಯಲ್ಲಿ ಪೂರ್ವ ಸಿದ್ಧತೆಗಾಗಿ ಮೇಲೆ ತಿಳಿಸಿದ ದಿನಾಂಕಗಳಂದು ಕೊಪ್ಪಳ ಜಿಲ್ಲೆಯ ಎಲ್ಲಾ ಅಂಚೆ ಕಚೇರಿಗಳಲ್ಲಿ ವ್ಯವಹಾರ ಇರುವುದಿಲ್ಲ. ಮೇಲೆ ತಿಳಿಸಿದ ಎರಡು ದಿನಗಳಲ್ಲಿ ಯಾವುದೇ ವಹಿವಾಟು ಇರುವುದಿಲ್ಲ. ಜೂನ್ 23 ರಂದ ಕೊಪ್ಪಳ ಜಿಲ್ಲೆಯ ಎಲ್ಲಾ ಅಂಚೆ ಕಚೇರಿಗಳಲ್ಲಿ ಸೇವೆ ಲಭ್ಯವಿರುತ್ತದೆ. ಗ್ರಾಹಕರು ಸಹಕರಿಸಬೇಕೆಂದು ಕೊಪ್ಪಳ ಅಂಚೆ ವಿಭಾಗದ ಅಂಚೆ ಅಧೀಕ್ಷಕರು ಪ್ರಕಟಣೆಯಲ್ಲಿ ತಿಳಿಸಿದ್ದಾರೆ. [773,1213,1212,1410]
story3-caption: ಇಲಾಖೆಗಳ ಹಾಗೂ ಜಿಲ್ಲಾ ಪಂಚಾಯತನ ವಿವಿಧ ಶಾಖೆಗಳ ಅಧಿಕಾರಿ ಮತ್ತು ಸಿಬ್ಬಂದಿಗಳು ಉಪಸ್ಥಿತರಿದ್ದರು. [400,1912,740,1944]
ceo-photo [400,1641,754,1905]
depwd-url[interactable]: www.depwd.gov.in [773,273,955,294]
story4-kicker: ವಿಕಲಚೇತನರ ಇಲಾಖೆ: [890,62,1091,93]
person-body [673,291,728,385]
story5-body: ಕೊಪ್ಪಳ : ಕೊಪ್ಪಳದ ಭಾಗ್ಯನಗರ ನಿವಾಸಿಯಾದ ಬಸವರಾಜ ಸಿದ್ದನಗೌಡ ಬಿಸ್ನಾನಗೌಡ್ರ ಎಂಬ 50 ವರ್ಷದ ವ್ಯಕ್ತಿಯು 2024 ರ ಫೆಬ್ರವರಿ 21 ರಂದು ಕಾಣೆಯಾಗಿದ್ದು, ಇವರನ್ನು ಪತ್ತೆಯಾಗಿರುವುದಿಲ್ಲ. ಈ ಬಗ್ಗೆ ಕೊಪ್ಪಳ ನಗರ ಪೊಲೀಸ್ ಠಾಣೆಯಲ್ಲಿ ಗುನ್ನೆ ನಂ: 41/2024 ಕಲಂ: ಮನುಷ್ಯ ಕಾಣೆ ಅಡಿ ಪ್ರಕರಣ ದಾಖಲಾಗಿದೆ. [773,466,1212,542]
story2-body: ಕೊಪ್ಪಳ : ಕೊಪ್ಪಳ ಜಿಲ್ಲೆಯ ನೂತನ ಜಿಲ್ಲಾಧಿಕಾರಿಗಳಾಗಿ ಸುರೇಶ ಬಿ. ಇಟ್ನಾಳ ಅವರು ಬುಧವಾರ ಅಧಿಕಾರ ಸ್ವೀಕರಿಸಿದರು. ನಿರ್ಗಮಿತ ಜಿಲ್ಲಾಧಿಕಾರಿ ನಳಿನ್ ಅತುಲ್ ಅವರು ನೂತನ ಡಿಸಿ ಅವರಿಗೆ ಅಧಿಕಾರ ಹಸ್ತಾಂತರಿಸಿದರು. ಕರ್ನಾಟಕ ಕೇಡರ್ 2016ರ ಐಎಎಸ್ ಬ್ಯಾಚಿನ ಅಧಿಕಾರಿಯಾದ ಸುರೇಶ ಬಿ. ಇಟ್ನಾಳ ಅವರು ಮೂಲತಃ ಕರ್ನಾಟಕದವರಾಗಿದ್ದು, ಅವರು ಈ ಮೊದಲು ಕೊಪ್ಪಳ ಮತ್ತು ಬೆಳಗಾವಿ ಜಿಲ್ಲೆಗಳಲ್ಲಿ ಅಪರ ಜಿಲ್ಲಾಧಿಕಾರಿಯಾಗಿ, ಬೆಳಗಾವಿ ಅಧಿವೇಶನದ ವಿಶೇಷಾಧಿಕಾರಿಯಾಗಿ, ಹುಬ್ಬಳ್ಳಿ ಧಾರವಾಡ ಮಹಾನಗರಪಾಲಿಕೆ ಆಯುಕ್ತರಾಗಿ ಕರ್ತವ್ಯ ನಿರ್ವಹಿಸಿದ್ದರು. ನಂತರ ಧಾರವಾಡ ಮತ್ತು ದಾವಣಗೆರೆ ಜಿಲ್ಲಾ ಪಂಚಾಯತ್ ಮುಖ್ಯ ಕಾರ್ಯನಿರ್ವಾಹಕ ಅಧಿಕಾರಿಯಾಗಿ ಕರ್ತವ್ಯ ನಿರ್ವಹಿಸಿದ್ದು, ಸದ್ಯ ಕೊಪ್ಪಳ ಜಿಲ್ಲೆಯ ನೂತನ ಜಿಲ್ಲಾಧಿಕಾರಿಗಳಾಗಿ ಅಧಿಕಾರ ಸ್ವೀಕರಿಸಿದರು. ಈ ಸಂದರ್ಭದಲ್ಲಿ ಅಪರ ಜಿಲ್ಲಾಧಿಕಾರಿ ಸಿದ್ರಾಮೇಶ್ವರ, ಉಪವಿಭಾಗಾಧಿಕಾರಿ ಕ್ಯಾಪ್ಟನ್ ಮಹೇಶ್ ಮಾಲಗಿತ್ತಿ ಸೇರಿದಂತೆ ವಿವಿಧ ಇಲಾಖೆಗಳ ಅಧಿಕಾರಿಗಳು ಹಾಗೂ ಜಿಲ್ಲಾಧಿಕಾರಿಗಳ ಕಚೇರಿಯ ಅಧಿಕಾರಿ ಮತ್ತು ಸಿಬ್ಬಂದಿಗಳು ಉಪಸ್ಥಿತರಿದ್ದರು. [16,1143,388,1380]
missing-headline-1: ವ್ಯಕ್ತಿ ನಾಪತ್ತೆ : [1298,1369,1436,1404]
ads-contact-label: ಸಂಪರ್ಕಿಸಿ : [1339,698,1394,715]
bottom3-body: ಹೊಸಪೇಟೆ ಟೈಮ್ಸ್ ನ್ಯೂಸ್ ವಿಜಯನಗರ(ಹೊಸಪೇಟೆ): ಶ್ರೀಶಿವಕುಮಾರ ರಂಗ ಪ್ರಯೋಗ ಶಾಲೆಯ 2025-26 ನೇ ಸಾಲಿನ ರಂಗಶಿಕ್ಷಣ ಡಿಪ್ಲೊಮಾ ಇನ್ ಡ್ರಾಮಾ ಕೋರ್ಸ್‌ಗೆ ಆಸಕ್ತ ಅಭ್ಯರ್ಥಿಗಳಿಂದ ಅರ್ಜಿ ಆಹ್ವಾನಿಸಲಾಗಿದೆ. ಒಂದು ವರ್ಷದ ಪೂರ್ಣಾವಧಿಯ ರಂಗಶಿಕ್ಷಣ ಡಿಪ್ಲೊಮಾ ತರಗತಿಗಳು ಜುಲೈ ಮೊದಲ ವಾರದಿಂದ ಆರಂಭವಾಗಲಿದ್ದು, ಕನಿಷ್ಠ ಪಿಯುಸಿ ಉತ್ತೀರ್ಣರಾದ 18 ರಿಂದ 30 ವರ್ಷದೊಳಗಿನ ಅಭ್ಯರ್ಥಿಗಳು ಅರ್ಜಿ ಸಲ್ಲಿಸಬಹುದು. ಪ್ರವೇಶ ಪಡೆದ ವಿದ್ಯಾರ್ಥಿಗಳಿಗೆ ಉಚಿತ ಊಟ, ವಸತಿ ಸೌಲಭ್ಯ ಕಲ್ಪಿಸಲಾಗುವುದು. ಅಭಿನಯ, ರಂಗವಿನ್ಯಾಸ, ಬೆಳಕು, ಸಂಗೀತ, ನಿರ್ದೇಶನ, ರಂಗಭೂಮಿಯ ಇತಿಹಾಸ ಮುಂತಾದ ವಿಷಯಗಳಲ್ಲಿ ತರಬೇತಿ ನೀಡಲಾಗುತ್ತದೆ. ರಂಗ ಕಲಾವಿದರು ಹಾಗೂ ತಜ್ಞರಿಂದ ತರಗತಿಗಳು ನಡೆಯಲಿದ್ದು, ವರ್ಷಾಂತ್ಯದಲ್ಲಿ ವಿದ್ಯಾರ್ಥಿಗಳಿಂದ ನಾಟಕ ಪ್ರದರ್ಶನಗಳು ನಡೆಯಲಿವೆ. ಆಸಕ್ತರು ರಂಗ ಪ್ರಯೋಗ ಶಾಲೆಯ ಕಚೇರಿಯನ್ನು ಸಂಪರ್ಕಿಸಿ ಅರ್ಜಿ ಪಡೆದು ಸಲ್ಲಿಸಬಹುದು ಎಂದು ಶಾಲೆಯ ಪ್ರಾಂಶುಪಾಲರು ಪ್ರಕಟಣೆಯಲ್ಲಿ ತಿಳಿಸಿದ್ದಾರೆ. [1136,2024,1503,2261]
story2-headline-1: ಕೊಪ್ಪಳ ಜಿಲ್ಲೆಯ ನೂತನ ಜಿಲ್ಲಾಧಿಕಾರಿಗಳಾಗಿ [144,1027,625,1067]
story1-kicker: ಪೂರ್ವಭಾವಿ ಸಭೆಯಲ್ಲಿ ಅಪರ ಜಿಲ್ಲಾಧಿಕಾರಿಗಳ ಸೂಚನೆ [235,62,534,82]
story2-headline-2: ಸುರೇಶ ಬಿ. ಇಟ್ನಾಳ ಅಧಿಕಾರ ಸ್ವೀಕಾರ [179,1079,590,1119]
person-head [475,1198,530,1260]
person-head [305,256,336,291]
person-body [605,1252,720,1497]
section-rule [11,1519,761,1521]
story8-headline-1: ಶುಲ್ಕ ಮರುಪಾವತಿ ಕಾರ್ಯಕ್ರಮ: [851,1536,1129,1568]
section-rule [11,1010,761,1012]
